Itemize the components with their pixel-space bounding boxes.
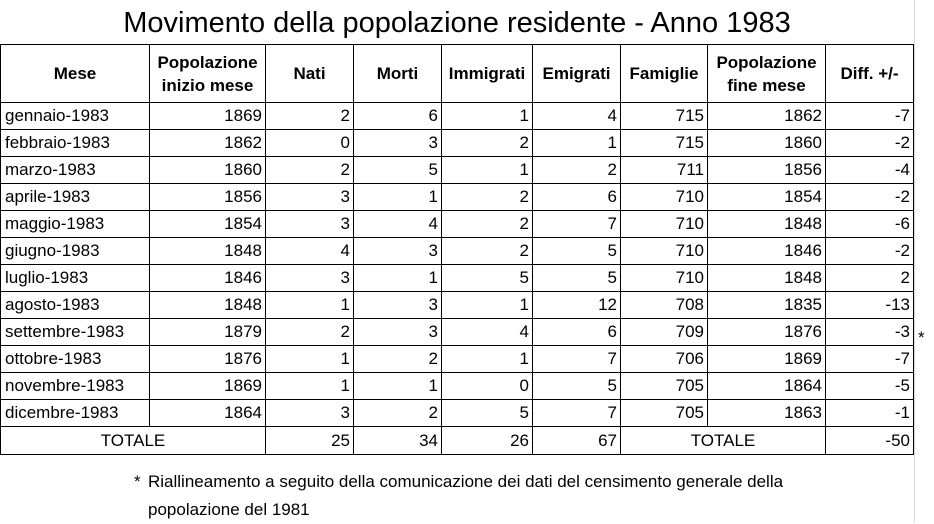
footnote-marker-side: * (918, 328, 925, 347)
cell-nati: 3 (266, 265, 354, 292)
cell-mese: gennaio-1983 (1, 103, 150, 130)
cell-nati: 3 (266, 400, 354, 427)
cell-mese: agosto-1983 (1, 292, 150, 319)
header-pop-inizio-line2: inizio mese (161, 75, 254, 95)
header-popolazione-fine (708, 45, 826, 103)
table-row (1, 265, 914, 292)
cell-diff: -6 (826, 211, 914, 238)
header-emigrati: Emigrati (533, 45, 621, 103)
cell-immigrati: 0 (442, 373, 533, 400)
cell-immigrati: 5 (442, 400, 533, 427)
cell-famiglie: 709 (621, 319, 708, 346)
table-row (1, 157, 914, 184)
header-pop-fine-line2: fine mese (727, 75, 806, 95)
total-diff: -50 (826, 427, 914, 455)
cell-emigrati: 2 (533, 157, 621, 184)
cell-emigrati: 1 (533, 130, 621, 157)
population-table (0, 44, 914, 455)
cell-immigrati: 1 (442, 346, 533, 373)
header-diff: Diff. +/- (826, 45, 914, 103)
table-row (1, 346, 914, 373)
cell-fine: 1835 (708, 292, 826, 319)
table-row (1, 373, 914, 400)
cell-emigrati: 7 (533, 400, 621, 427)
table-row (1, 184, 914, 211)
cell-diff: -2 (826, 238, 914, 265)
cell-mese: giugno-1983 (1, 238, 150, 265)
cell-famiglie: 710 (621, 265, 708, 292)
header-famiglie: Famiglie (621, 45, 708, 103)
cell-nati: 4 (266, 238, 354, 265)
cell-famiglie: 715 (621, 103, 708, 130)
total-emigrati: 67 (533, 427, 621, 455)
header-immigrati: Immigrati (442, 45, 533, 103)
cell-famiglie: 710 (621, 238, 708, 265)
cell-immigrati: 2 (442, 184, 533, 211)
cell-nati: 1 (266, 346, 354, 373)
cell-inizio: 1862 (150, 130, 266, 157)
cell-fine: 1862 (708, 103, 826, 130)
cell-famiglie: 715 (621, 130, 708, 157)
cell-nati: 2 (266, 103, 354, 130)
cell-mese: marzo-1983 (1, 157, 150, 184)
cell-nati: 3 (266, 211, 354, 238)
totals-label-right: TOTALE (621, 427, 826, 455)
total-morti: 34 (354, 427, 442, 455)
cell-diff: -7 (826, 346, 914, 373)
cell-mese: ottobre-1983 (1, 346, 150, 373)
cell-inizio: 1876 (150, 346, 266, 373)
cell-emigrati: 5 (533, 265, 621, 292)
cell-nati: 2 (266, 157, 354, 184)
cell-inizio: 1869 (150, 103, 266, 130)
cell-diff: -3 (826, 319, 914, 346)
cell-inizio: 1848 (150, 238, 266, 265)
cell-fine: 1848 (708, 265, 826, 292)
cell-emigrati: 6 (533, 184, 621, 211)
table-row (1, 238, 914, 265)
cell-morti: 5 (354, 157, 442, 184)
cell-morti: 1 (354, 373, 442, 400)
cell-fine: 1876 (708, 319, 826, 346)
footnote-star: * (134, 472, 141, 491)
cell-morti: 3 (354, 292, 442, 319)
cell-nati: 1 (266, 373, 354, 400)
cell-mese: luglio-1983 (1, 265, 150, 292)
cell-immigrati: 1 (442, 157, 533, 184)
cell-diff: -13 (826, 292, 914, 319)
cell-mese: dicembre-1983 (1, 400, 150, 427)
cell-inizio: 1869 (150, 373, 266, 400)
header-nati: Nati (266, 45, 354, 103)
cell-fine: 1846 (708, 238, 826, 265)
table-row (1, 211, 914, 238)
cell-mese: maggio-1983 (1, 211, 150, 238)
cell-diff: -2 (826, 184, 914, 211)
cell-diff: -7 (826, 103, 914, 130)
cell-diff: -1 (826, 400, 914, 427)
footnote-line1: Riallineamento a seguito della comunicazione dei dati del censimento generale della (148, 472, 784, 491)
cell-emigrati: 5 (533, 238, 621, 265)
cell-morti: 1 (354, 184, 442, 211)
cell-famiglie: 708 (621, 292, 708, 319)
table-row (1, 130, 914, 157)
cell-nati: 1 (266, 292, 354, 319)
cell-morti: 1 (354, 265, 442, 292)
cell-immigrati: 1 (442, 292, 533, 319)
cell-nati: 2 (266, 319, 354, 346)
cell-mese: settembre-1983 (1, 319, 150, 346)
cell-inizio: 1860 (150, 157, 266, 184)
cell-emigrati: 7 (533, 211, 621, 238)
footnote (134, 468, 894, 524)
cell-fine: 1856 (708, 157, 826, 184)
sheet-gridline-vertical (914, 0, 915, 522)
cell-nati: 0 (266, 130, 354, 157)
cell-immigrati: 2 (442, 130, 533, 157)
cell-famiglie: 710 (621, 211, 708, 238)
cell-morti: 3 (354, 130, 442, 157)
cell-morti: 3 (354, 238, 442, 265)
table-row (1, 400, 914, 427)
cell-immigrati: 2 (442, 238, 533, 265)
cell-inizio: 1848 (150, 292, 266, 319)
cell-fine: 1860 (708, 130, 826, 157)
cell-diff: -5 (826, 373, 914, 400)
cell-inizio: 1846 (150, 265, 266, 292)
table-row (1, 319, 914, 346)
cell-immigrati: 5 (442, 265, 533, 292)
cell-fine: 1854 (708, 184, 826, 211)
totals-label-left: TOTALE (1, 427, 266, 455)
cell-inizio: 1864 (150, 400, 266, 427)
cell-nati: 3 (266, 184, 354, 211)
cell-emigrati: 4 (533, 103, 621, 130)
cell-fine: 1848 (708, 211, 826, 238)
cell-inizio: 1879 (150, 319, 266, 346)
totals-row (1, 427, 914, 455)
header-popolazione-inizio (150, 45, 266, 103)
cell-famiglie: 705 (621, 400, 708, 427)
table-header-row (1, 45, 914, 103)
cell-fine: 1869 (708, 346, 826, 373)
header-pop-fine-line1: Popolazione (716, 52, 817, 72)
cell-immigrati: 4 (442, 319, 533, 346)
cell-inizio: 1854 (150, 211, 266, 238)
header-mese: Mese (1, 45, 150, 103)
cell-emigrati: 7 (533, 346, 621, 373)
cell-morti: 3 (354, 319, 442, 346)
cell-mese: aprile-1983 (1, 184, 150, 211)
cell-famiglie: 711 (621, 157, 708, 184)
cell-emigrati: 6 (533, 319, 621, 346)
cell-diff: -2 (826, 130, 914, 157)
total-immigrati: 26 (442, 427, 533, 455)
cell-famiglie: 705 (621, 373, 708, 400)
cell-fine: 1863 (708, 400, 826, 427)
cell-mese: novembre-1983 (1, 373, 150, 400)
table-row (1, 292, 914, 319)
cell-famiglie: 710 (621, 184, 708, 211)
cell-morti: 2 (354, 346, 442, 373)
cell-morti: 6 (354, 103, 442, 130)
cell-mese: febbraio-1983 (1, 130, 150, 157)
cell-fine: 1864 (708, 373, 826, 400)
cell-inizio: 1856 (150, 184, 266, 211)
footnote-line2: popolazione del 1981 (148, 500, 310, 519)
cell-emigrati: 12 (533, 292, 621, 319)
header-morti: Morti (354, 45, 442, 103)
header-pop-inizio-line1: Popolazione (157, 52, 258, 72)
cell-diff: 2 (826, 265, 914, 292)
cell-morti: 2 (354, 400, 442, 427)
cell-emigrati: 5 (533, 373, 621, 400)
cell-diff: -4 (826, 157, 914, 184)
cell-immigrati: 1 (442, 103, 533, 130)
total-nati: 25 (266, 427, 354, 455)
cell-immigrati: 2 (442, 211, 533, 238)
cell-morti: 4 (354, 211, 442, 238)
cell-famiglie: 706 (621, 346, 708, 373)
table-row (1, 103, 914, 130)
page-title: Movimento della popolazione residente - Anno 1983 (123, 7, 791, 39)
